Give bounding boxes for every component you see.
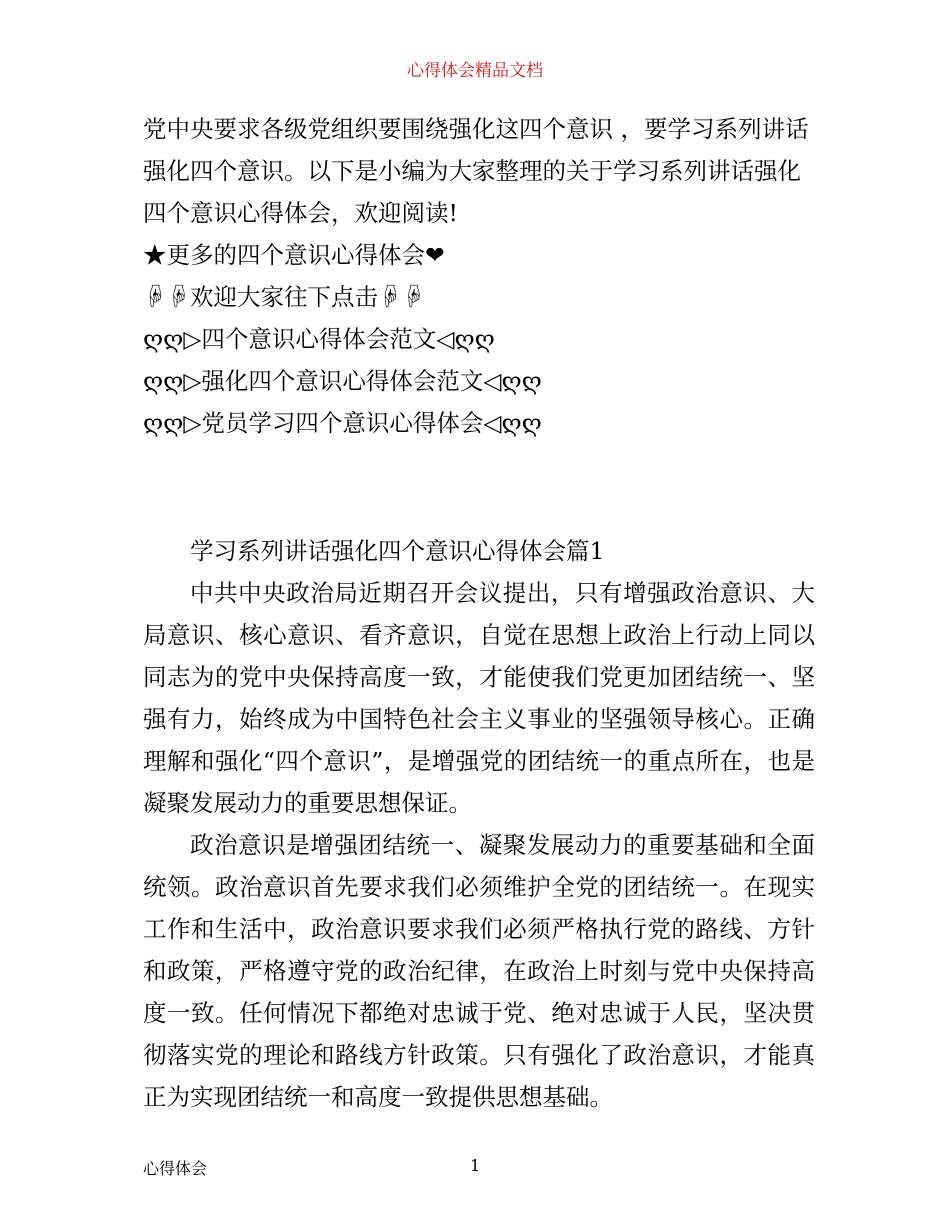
link-four-consciousness[interactable]: ღღ▷四个意识心得体会范文◁ღღ: [143, 325, 495, 353]
more-line: ★更多的四个意识心得体会❤: [143, 241, 445, 269]
article-paragraph: 中共中央政治局近期召开会议提出，只有增强政治意识、大局意识、核心意识、看齐意识，自觉在思想上政治上行动上同以同志为的党中央保持高度一致，才能使我们党更加团结统一、坚强有力，始终成为中国特色社会主义事业的坚强领导核心。正确理解和强化“四个意识”，是增强党的团结统一的重点所在，也是凝聚发展动力的重要思想保证。: [143, 579, 815, 817]
intro-links: [143, 234, 815, 444]
click-line: ☟☟欢迎大家往下点击☟☟: [143, 283, 425, 311]
page-number: 1: [470, 1156, 481, 1175]
article-paragraph: 政治意识是增强团结统一、凝聚发展动力的重要基础和全面统领。政治意识首先要求我们必须维护全党的团结统一。在现实工作和生活中，政治意识要求我们必须严格执行党的路线、方针和政策，严格遵守党的政治纪律，在政治上时刻与党中央保持高度一致。任何情况下都绝对忠诚于党、绝对忠诚于人民，坚决贯彻落实党的理论和路线方针政策。只有强化了政治意识，才能真正为实现团结统一和高度一致提供思想基础。: [143, 831, 815, 1111]
article-heading: 学习系列讲话强化四个意识心得体会篇1: [190, 537, 605, 565]
footer-label: 心得体会: [143, 1159, 208, 1178]
document-header-title: 心得体会精品文档: [407, 61, 543, 81]
link-party-member-study[interactable]: ღღ▷党员学习四个意识心得体会◁ღღ: [143, 409, 542, 437]
intro-paragraph: 党中央要求各级党组织要围绕强化这四个意识 ，要学习系列讲话强化四个意识。以下是小编为大家整理的关于学习系列讲话强化四个意识心得体会，欢迎阅读!: [143, 115, 809, 227]
link-strengthen-four-consciousness[interactable]: ღღ▷强化四个意识心得体会范文◁ღღ: [143, 367, 542, 395]
intro-section: [143, 108, 815, 444]
article-section: [143, 530, 815, 1118]
